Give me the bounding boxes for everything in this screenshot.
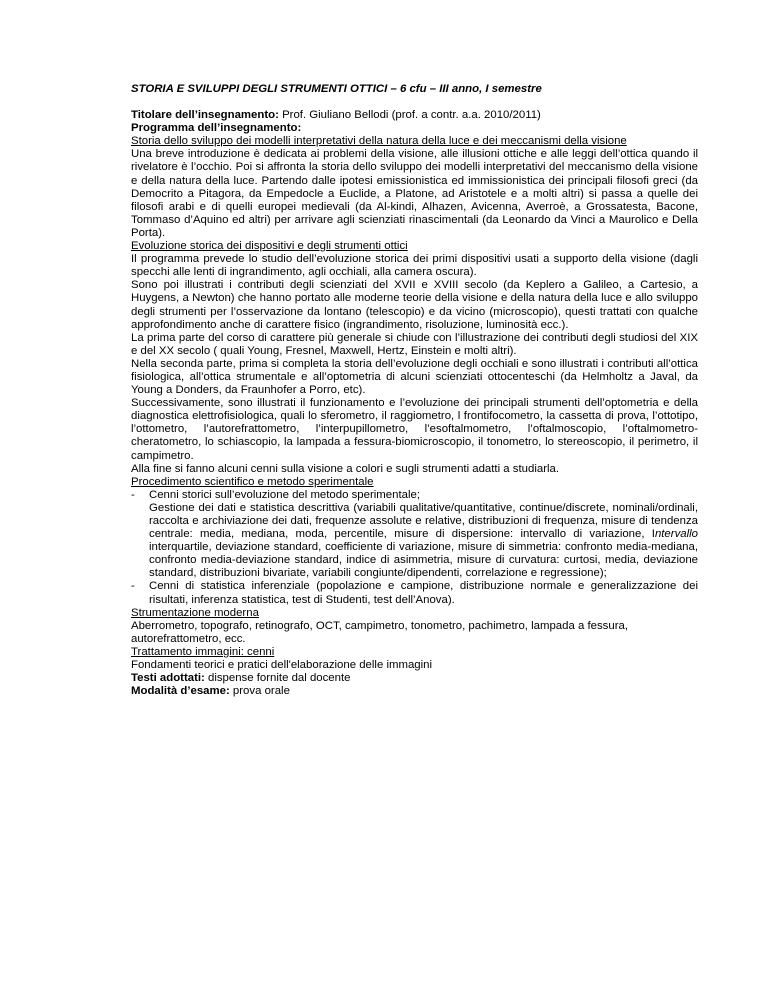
evoluzione-paragraph-5: Successivamente, sono illustrati il funzionamento e l’evoluzione dei principali strumenti dell’optometria e della diagnostica elettrofisiologica, quali lo sferometro, il raggiometro, l frontifocometro, la cassetta di prova, l’ottotipo, l’ottometro, l’autorefrattometro, l’interpupillometro, l’esoftalmometro, l’oftalmoscopio, l’oftalmometro-cheratometro, lo schiascopio, la lampada a fessura-biomicroscopio, il tonometro, lo stereoscopio, il perimetro, il campimetro. [131, 397, 698, 462]
section-heading-trattamento: Trattamento immagini: cenni [131, 645, 275, 658]
esame-value: prova orale [229, 685, 290, 698]
section-heading-evoluzione: Evoluzione storica dei dispositivi e degli strumenti ottici [131, 240, 408, 253]
list-item [131, 580, 698, 606]
programma-label: Programma dell’insegnamento: [131, 122, 302, 135]
list-item [131, 489, 698, 581]
document-page [131, 83, 698, 698]
evoluzione-paragraph-3: La prima parte del corso di carattere più generale si chiude con l’illustrazione dei contributi degli studiosi del XIX e del XX secolo ( quali Young, Fresnel, Maxwell, Hertz, Einstein e molti altri). [131, 331, 698, 357]
testi-label: Testi adottati: [131, 672, 205, 685]
evoluzione-paragraph-1: Il programma prevede lo studio dell’evoluzione storica dei primi dispositivi usati a supporto della visione (dagli specchi alle lenti di ingrandimento, agli occhiali, alla camera oscura). [131, 253, 698, 279]
testi-value: dispense fornite dal docente [204, 672, 351, 685]
titolare-label: Titolare dell’insegnamento: [131, 109, 279, 122]
titolare-line [131, 109, 698, 122]
evoluzione-paragraph-2: Sono poi illustrati i contributi degli scienziati del XVII e XVIII secolo (da Keplero a Galileo, a Cartesio, a Huygens, a Newton) che hanno portato alle moderne teorie della visione e della natura della luce e allo sviluppo degli strumenti per l’osservazione da lontano (telescopio) e da vicino (microscopio), questi trattati con qualche approfondimento anche di carattere fisico (ingrandimento, risoluzione, luminosità ecc.). [131, 279, 698, 331]
list-dash: - [131, 580, 135, 593]
list-item-1-cont-a: Gestione dei dati e statistica descrittiva (variabili qualitative/quantitative, continue/discrete, nominali/ordinali, raccolta e archiviazione dei dati, frequenze assolute e relative, distribuzioni di frequenza, misure di tendenza centrale: media, mediana, moda, percentile, misure di dispersione: intervallo di variazione, I [149, 501, 698, 541]
evoluzione-paragraph-6: Alla fine si fanno alcuni cenni sulla visione a colori e sugli strumenti adatti a studiarla. [131, 462, 560, 475]
evoluzione-paragraph-4: Nella seconda parte, prima si completa la storia dell’evoluzione degli occhiali e sono illustrati i contributi all’ottica fisiologica, all’ottica strumentale e all’optometria di alcuni scienziati ottocenteschi (da Helmholtz a Javal, da Young a Donders, da Fraunhofer a Porro, etc). [131, 357, 698, 397]
section-storia-paragraph: Una breve introduzione è dedicata ai problemi della visione, alle illusioni ottiche e alle leggi dell’ottica quando il rivelatore è l’occhio. Poi si affronta la storia dello sviluppo dei modelli interpretativi del meccanismo della visione e della natura della luce. Partendo dalle ipotesi emissionistica ed immissionistica dei principali filosofi greci (da Democrito a Pitagora, da Empedocle a Euclide, a Platone, ad Aristotele e a molti altri) si passa a quelle dei filosofi arabi e di quelli europei medievali (da Al-kindi, Alhazen, Avicenna, Averroè, a Grossatesta, Bacone, Tommaso d’Aquino ed altri) per arrivare agli scienziati rinascimentali (da Leonardo da Vinci a Maurolico e Della Porta). [131, 148, 698, 239]
titolare-value: Prof. Giuliano Bellodi (prof. a contr. a.a. 2010/2011) [278, 109, 541, 122]
esame-line [131, 685, 698, 698]
list-dash: - [131, 488, 135, 501]
list-item-1-text: Cenni storici sull’evoluzione del metodo sperimentale; [149, 488, 420, 501]
strumentazione-paragraph: Aberrometro, topografo, retinografo, OCT, campimetro, tonometro, pachimetro, lampada a fessura, autorefrattometro, ecc. [131, 619, 628, 645]
list-item-1-cont-b: interquartile, deviazione standard, coefficiente di variazione, misure di simmetria: confronto media-mediana, confronto media-deviazione standard, indice di asimmetria, misure di curvatura: curtosi, media, deviazione standard, distribuzioni bivariate, variabili congiunte/dipendenti, correlazione e regressione); [149, 541, 698, 580]
list-item-1-italic: ntervallo [654, 528, 698, 541]
esame-label: Modalità d’esame: [131, 685, 230, 698]
list-item-2-text: Cenni di statistica inferenziale (popolazione e campione, distribuzione normale e generalizzazione dei risultati, inferenza statistica, test di Studenti, test dell’Anova). [149, 580, 698, 606]
section-heading-procedimento: Procedimento scientifico e metodo sperimentale [131, 475, 374, 488]
trattamento-paragraph: Fondamenti teorici e pratici dell'elaborazione delle immagini [131, 659, 433, 672]
testi-line [131, 672, 698, 685]
course-title: STORIA E SVILUPPI DEGLI STRUMENTI OTTICI – 6 cfu – III anno, I semestre [131, 83, 542, 95]
list-item-1-continuation [149, 502, 698, 581]
section-heading-storia: Storia dello sviluppo dei modelli interpretativi della natura della luce e dei meccanismi della visione [131, 135, 627, 148]
section-heading-strumentazione: Strumentazione moderna [131, 606, 259, 619]
